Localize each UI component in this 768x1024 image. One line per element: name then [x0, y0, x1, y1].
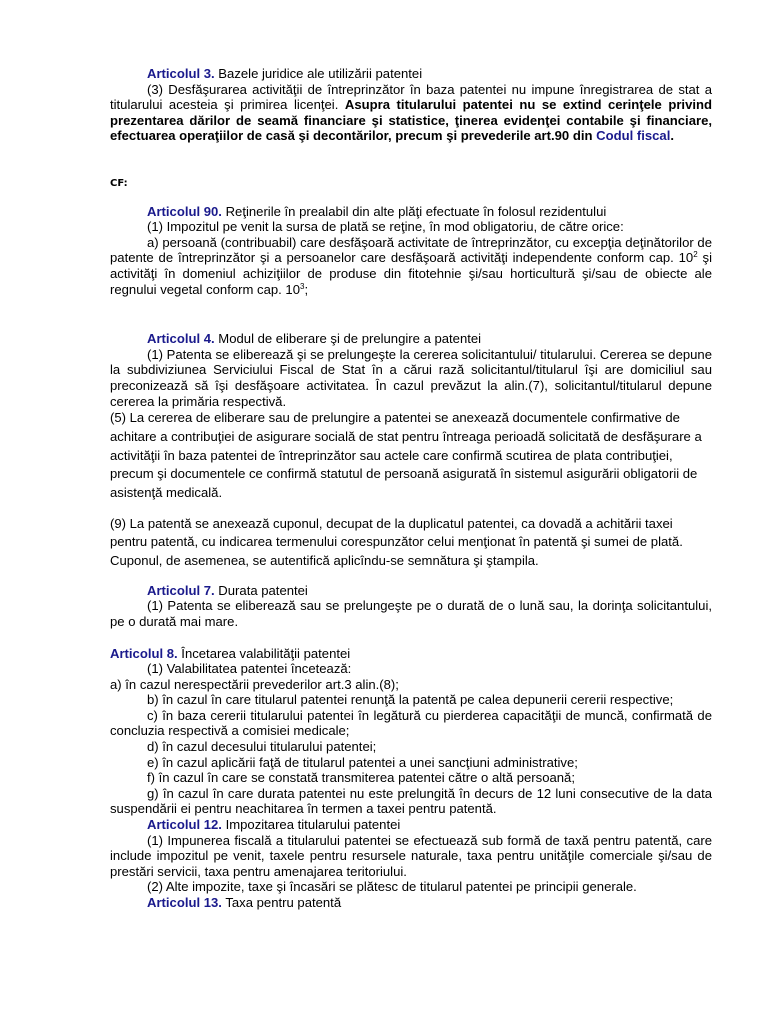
article-12-p2: (2) Alte impozite, taxe şi încasări se plătesc de titularul patentei pe principii generale. [147, 879, 637, 895]
article-13-title: Articolul 13. [147, 895, 222, 910]
codul-fiscal-link[interactable]: Codul fiscal [596, 128, 671, 144]
document-page [110, 66, 712, 911]
article-12-title: Articolul 12. [147, 817, 222, 833]
article-4-p5: (5) La cererea de eliberare sau de prelungire a patentei se anexează documentele confirmative de achitare a contribuţiei de asigurare socială de stat pentru întreaga perioadă solicitată de desfăşurare a activităţii în baza patentei de întreprinzător sau actele care confirmă scutirea de plata contribuţiei, precum şi documentele ce confirmă statutul de persoană asigurată în sistemul asigurării obligatorii de asistenţă medicală. [110, 410, 702, 500]
list-item: g) în cazul în care durata patentei nu este prelungită în decurs de 12 luni consecutive de la data suspendării ei pentru neachitarea în termen a taxei pentru patentă. [110, 785, 712, 817]
article-12-p1: (1) Impunerea fiscală a titularului patentei se efectuează sub formă de taxă pentru patentă, care include impozitul pe venit, taxele pentru resursele naturale, taxa pentru unităţile comerciale şi/sau de prestări servicii, taxa pentru amenajarea teritoriului. [110, 832, 712, 879]
article-90-title: Articolul 90. [147, 203, 222, 219]
article-12-subtitle: Impozitarea titularului patentei [221, 817, 401, 833]
list-item: a) în cazul nerespectării prevederilor art.3 alin.(8); [110, 676, 399, 692]
article-90-p2 [110, 235, 712, 297]
article-7-title: Articolul 7. [147, 582, 215, 598]
article-90-p2-end: ; [304, 281, 309, 297]
article-4-title: Articolul 4. [147, 331, 215, 347]
article-13-heading [110, 895, 712, 911]
article-8-list [110, 677, 712, 817]
list-item: d) în cazul decesului titularului patentei; [147, 739, 377, 755]
article-13-subtitle: Taxa pentru patentă [221, 895, 342, 910]
cf-label: CF: [110, 177, 128, 189]
article-7-heading [110, 583, 712, 599]
list-item: c) în baza cererii titularului patentei în legătură cu pierderea capacităţii de muncă, confirmată de concluzia respectivă a comisiei medicale; [110, 707, 712, 739]
article-90-p1: (1) Impozitul pe venit la sursa de plată se reţine, în mod obligatoriu, de către orice: [147, 219, 624, 235]
article-3-text: (3) Desfăşurarea activităţii de întreprinzător în baza patentei nu impune înregistrarea de stat a titularului acesteia şi primirea licenţei. [110, 81, 712, 113]
superscript-2: 2 [693, 250, 698, 260]
article-90-heading [110, 204, 712, 220]
article-90-p2-text-a: a) persoană (contribuabil) care desfăşoară activitate de întreprinzător, cu excepţia deţinătorilor de patente de întreprinzător şi a persoanelor care desfăşoară activităţi independente conform cap. 10 [110, 234, 712, 266]
article-8-subtitle: Încetarea valabilităţii patentei [177, 645, 351, 661]
superscript-3: 3 [299, 281, 305, 291]
list-item: b) în cazul în care titularul patentei renunţă la patentă pe calea depunerii cererii respective; [147, 692, 674, 708]
article-4-p9: (9) La patentă se anexează cuponul, decupat de la duplicatul patentei, ca dovadă a achitării taxei pentru patentă, cu indicarea termenului corespunzător celui menţionat în patentă şi sumei de plată. Cuponul, de asemenea, se autentifică aplicîndu-se semnătura şi ştampila. [110, 515, 683, 569]
article-3-heading [110, 66, 712, 82]
article-4-p1: (1) Patenta se eliberează şi se prelungeşte la cererea solicitantului/ titularului. Cererea se depune la subdiviziunea Serviciului Fiscal de Stat în a cărui rază solicitantul/titularul îşi are domiciliul sau preconizează să îşi desfăşoare activitatea. În cazul prevăzut la alin.(7), solicitantul/titularul depune cererea la primăria respectivă. [110, 346, 712, 409]
cf-label-row [110, 174, 712, 192]
article-8-title: Articolul 8. [110, 645, 178, 661]
article-8-p1: (1) Valabilitatea patentei încetează: [147, 661, 352, 677]
list-item: e) în cazul aplicării faţă de titularul patentei a unei sancţiuni administrative; [147, 754, 578, 770]
article-12-heading [110, 817, 712, 833]
article-3-bold-text: Asupra titularului patentei nu se extind cerinţele privind prezentarea dărilor de seamă financiare şi statistice, ţinerea evidenţei contabile şi financiare, efectuarea operaţiilor de casă şi decontărilor, precum şi prevederile art.90 din [110, 97, 712, 144]
article-4-subtitle: Modul de eliberare şi de prelungire a patentei [214, 331, 482, 347]
article-4-heading [110, 331, 712, 347]
article-7-subtitle: Durata patentei [214, 582, 308, 598]
list-item: f) în cazul în care se constată transmiterea patentei către o altă persoană; [147, 770, 575, 786]
article-7-p1: (1) Patenta se eliberează sau se prelungeşte pe o durată de o lună sau, la dorinţa solicitantului, pe o durată mai mare. [110, 598, 712, 629]
article-8-heading [110, 646, 712, 662]
article-3-subtitle: Bazele juridice ale utilizării patentei [214, 66, 423, 81]
article-3-end: . [670, 128, 674, 144]
article-90-subtitle: Reţinerile în prealabil din alte plăţi efectuate în folosul rezidentului [221, 203, 607, 219]
article-90-p2-text-b: şi activităţi în domeniul achiziţiilor de produse din fitotehnie şi/sau horticultură şi/sau de obiecte ale regnului vegetal conform cap. 10 [110, 250, 712, 297]
article-3-paragraph [110, 82, 712, 144]
article-3-title: Articolul 3. [147, 66, 215, 81]
